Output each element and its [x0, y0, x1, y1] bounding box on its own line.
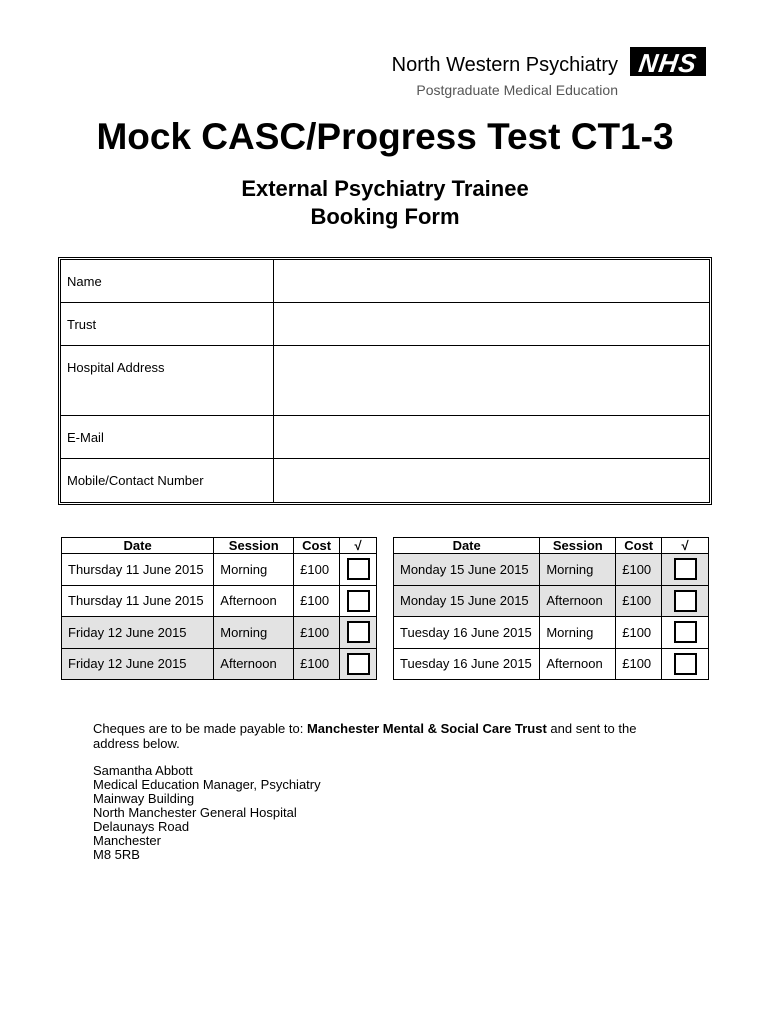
- payment-prefix: Cheques are to be made payable to:: [93, 721, 307, 736]
- address-line: North Manchester General Hospital: [93, 805, 297, 820]
- payment-suffix: and sent to the address below.: [93, 721, 637, 751]
- trust-row: [61, 303, 709, 346]
- session-cost: £100: [294, 585, 340, 617]
- org-name: North Western Psychiatry: [391, 54, 618, 76]
- address-line: Delaunays Road: [93, 819, 190, 834]
- name-row: [61, 260, 709, 303]
- session-time: Afternoon: [540, 585, 616, 617]
- date-header: Date: [62, 538, 214, 554]
- session-date: Thursday 11 June 2015: [62, 554, 214, 586]
- select-checkbox[interactable]: [347, 653, 370, 675]
- session-date: Tuesday 16 June 2015: [394, 617, 540, 649]
- session-time: Afternoon: [540, 648, 616, 680]
- session-cost: £100: [294, 617, 340, 649]
- hospital-address-field[interactable]: [275, 346, 709, 415]
- session-time: Morning: [540, 617, 616, 649]
- address-line: Medical Education Manager, Psychiatry: [93, 777, 321, 792]
- session-table-right: [393, 537, 709, 680]
- trust-field[interactable]: [275, 303, 709, 345]
- hospital-address-label: Hospital Address: [61, 346, 274, 415]
- page-title: Mock CASC/Progress Test CT1-3: [96, 116, 674, 157]
- session-cost: £100: [616, 617, 662, 649]
- session-cost: £100: [294, 648, 340, 680]
- table-row: [62, 648, 377, 680]
- email-field[interactable]: [275, 416, 709, 458]
- nhs-logo: [630, 47, 706, 76]
- select-checkbox[interactable]: [347, 590, 370, 612]
- session-date: Thursday 11 June 2015: [62, 585, 214, 617]
- nhs-logo-text: NHS: [637, 48, 700, 78]
- select-checkbox[interactable]: [674, 621, 697, 643]
- session-time: Afternoon: [214, 648, 294, 680]
- session-date: Tuesday 16 June 2015: [394, 648, 540, 680]
- email-label: E-Mail: [61, 416, 274, 458]
- date-header: Date: [394, 538, 540, 554]
- contact-number-label: Mobile/Contact Number: [61, 459, 274, 502]
- session-time: Morning: [214, 617, 294, 649]
- trust-label: Trust: [61, 303, 274, 345]
- session-header: Session: [540, 538, 616, 554]
- session-table-left: [61, 537, 377, 680]
- session-date: Monday 15 June 2015: [394, 554, 540, 586]
- table-row: [62, 585, 377, 617]
- table-row: [62, 554, 377, 586]
- select-checkbox[interactable]: [674, 653, 697, 675]
- address-line: Mainway Building: [93, 791, 195, 806]
- session-cost: £100: [616, 585, 662, 617]
- session-date: Friday 12 June 2015: [62, 648, 214, 680]
- tick-header: √: [340, 538, 377, 554]
- name-field[interactable]: [275, 260, 709, 302]
- select-checkbox[interactable]: [674, 590, 697, 612]
- address-line: M8 5RB: [93, 847, 140, 862]
- page-subtitle: [0, 175, 770, 231]
- session-time: Morning: [214, 554, 294, 586]
- table-row: [394, 648, 709, 680]
- session-time: Afternoon: [214, 585, 294, 617]
- table-row: [62, 617, 377, 649]
- subtitle-line-2: Booking Form: [310, 204, 460, 229]
- name-label: Name: [61, 260, 274, 302]
- trainee-details-form: [58, 257, 712, 505]
- session-cost: £100: [294, 554, 340, 586]
- postal-address: [93, 764, 321, 862]
- session-time: Morning: [540, 554, 616, 586]
- session-header: Session: [214, 538, 294, 554]
- session-date: Monday 15 June 2015: [394, 585, 540, 617]
- table-row: [394, 554, 709, 586]
- payee-name: Manchester Mental & Social Care Trust: [306, 721, 547, 736]
- address-line: Samantha Abbott: [93, 763, 193, 778]
- tick-header: √: [662, 538, 709, 554]
- contact-number-row: [61, 459, 709, 502]
- table-row: [394, 617, 709, 649]
- select-checkbox[interactable]: [347, 621, 370, 643]
- table-row: [394, 585, 709, 617]
- table-header-row: [394, 538, 709, 554]
- cost-header: Cost: [294, 538, 340, 554]
- payment-instructions: [93, 721, 653, 751]
- session-cost: £100: [616, 648, 662, 680]
- select-checkbox[interactable]: [347, 558, 370, 580]
- session-cost: £100: [616, 554, 662, 586]
- session-date: Friday 12 June 2015: [62, 617, 214, 649]
- select-checkbox[interactable]: [674, 558, 697, 580]
- contact-number-field[interactable]: [275, 459, 709, 502]
- table-header-row: [62, 538, 377, 554]
- hospital-address-row: [61, 346, 709, 416]
- email-row: [61, 416, 709, 459]
- address-line: Manchester: [93, 833, 161, 848]
- department-name: Postgraduate Medical Education: [416, 82, 618, 98]
- cost-header: Cost: [616, 538, 662, 554]
- subtitle-line-1: External Psychiatry Trainee: [241, 176, 529, 201]
